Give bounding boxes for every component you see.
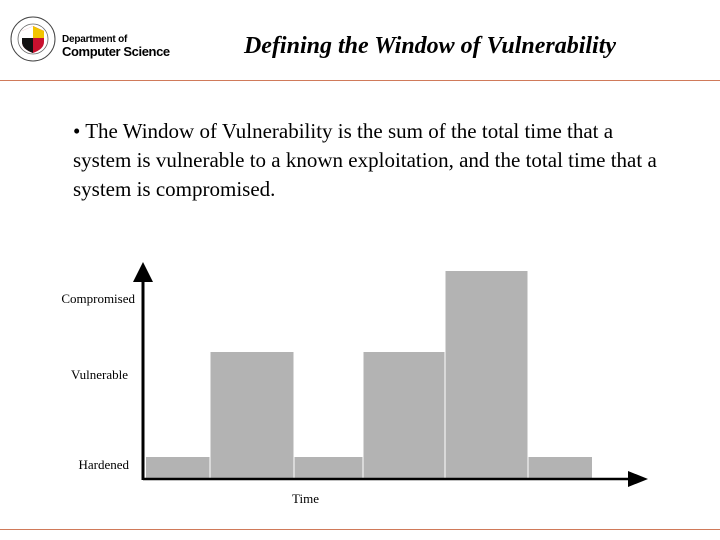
y-axis-arrow-icon bbox=[133, 262, 153, 282]
state-bar-compromised bbox=[445, 271, 528, 479]
state-bars bbox=[146, 260, 592, 479]
department-name-line2: Computer Science bbox=[62, 44, 170, 59]
level-label-vulnerable: Vulnerable bbox=[71, 367, 128, 382]
footer-rule bbox=[0, 529, 720, 530]
x-axis-label-time: Time bbox=[292, 491, 319, 506]
state-bar-hardened bbox=[294, 457, 363, 479]
state-bar-vulnerable bbox=[210, 352, 294, 479]
level-label-hardened: Hardened bbox=[78, 457, 129, 472]
department-name-line1: Department of bbox=[62, 34, 128, 45]
x-axis-arrow-icon bbox=[628, 471, 648, 487]
state-bar-vulnerable bbox=[363, 352, 445, 479]
state-bar-hardened bbox=[528, 457, 592, 479]
state-bar-hardened bbox=[146, 457, 210, 479]
slide-title: Defining the Window of Vulnerability bbox=[243, 33, 617, 59]
bullet-text: • The Window of Vulnerability is the sum of the total time that a system is vulnerable to a known exploitation, and the total time that a system is compromised. bbox=[73, 119, 657, 201]
level-label-compromised: Compromised bbox=[61, 291, 135, 306]
